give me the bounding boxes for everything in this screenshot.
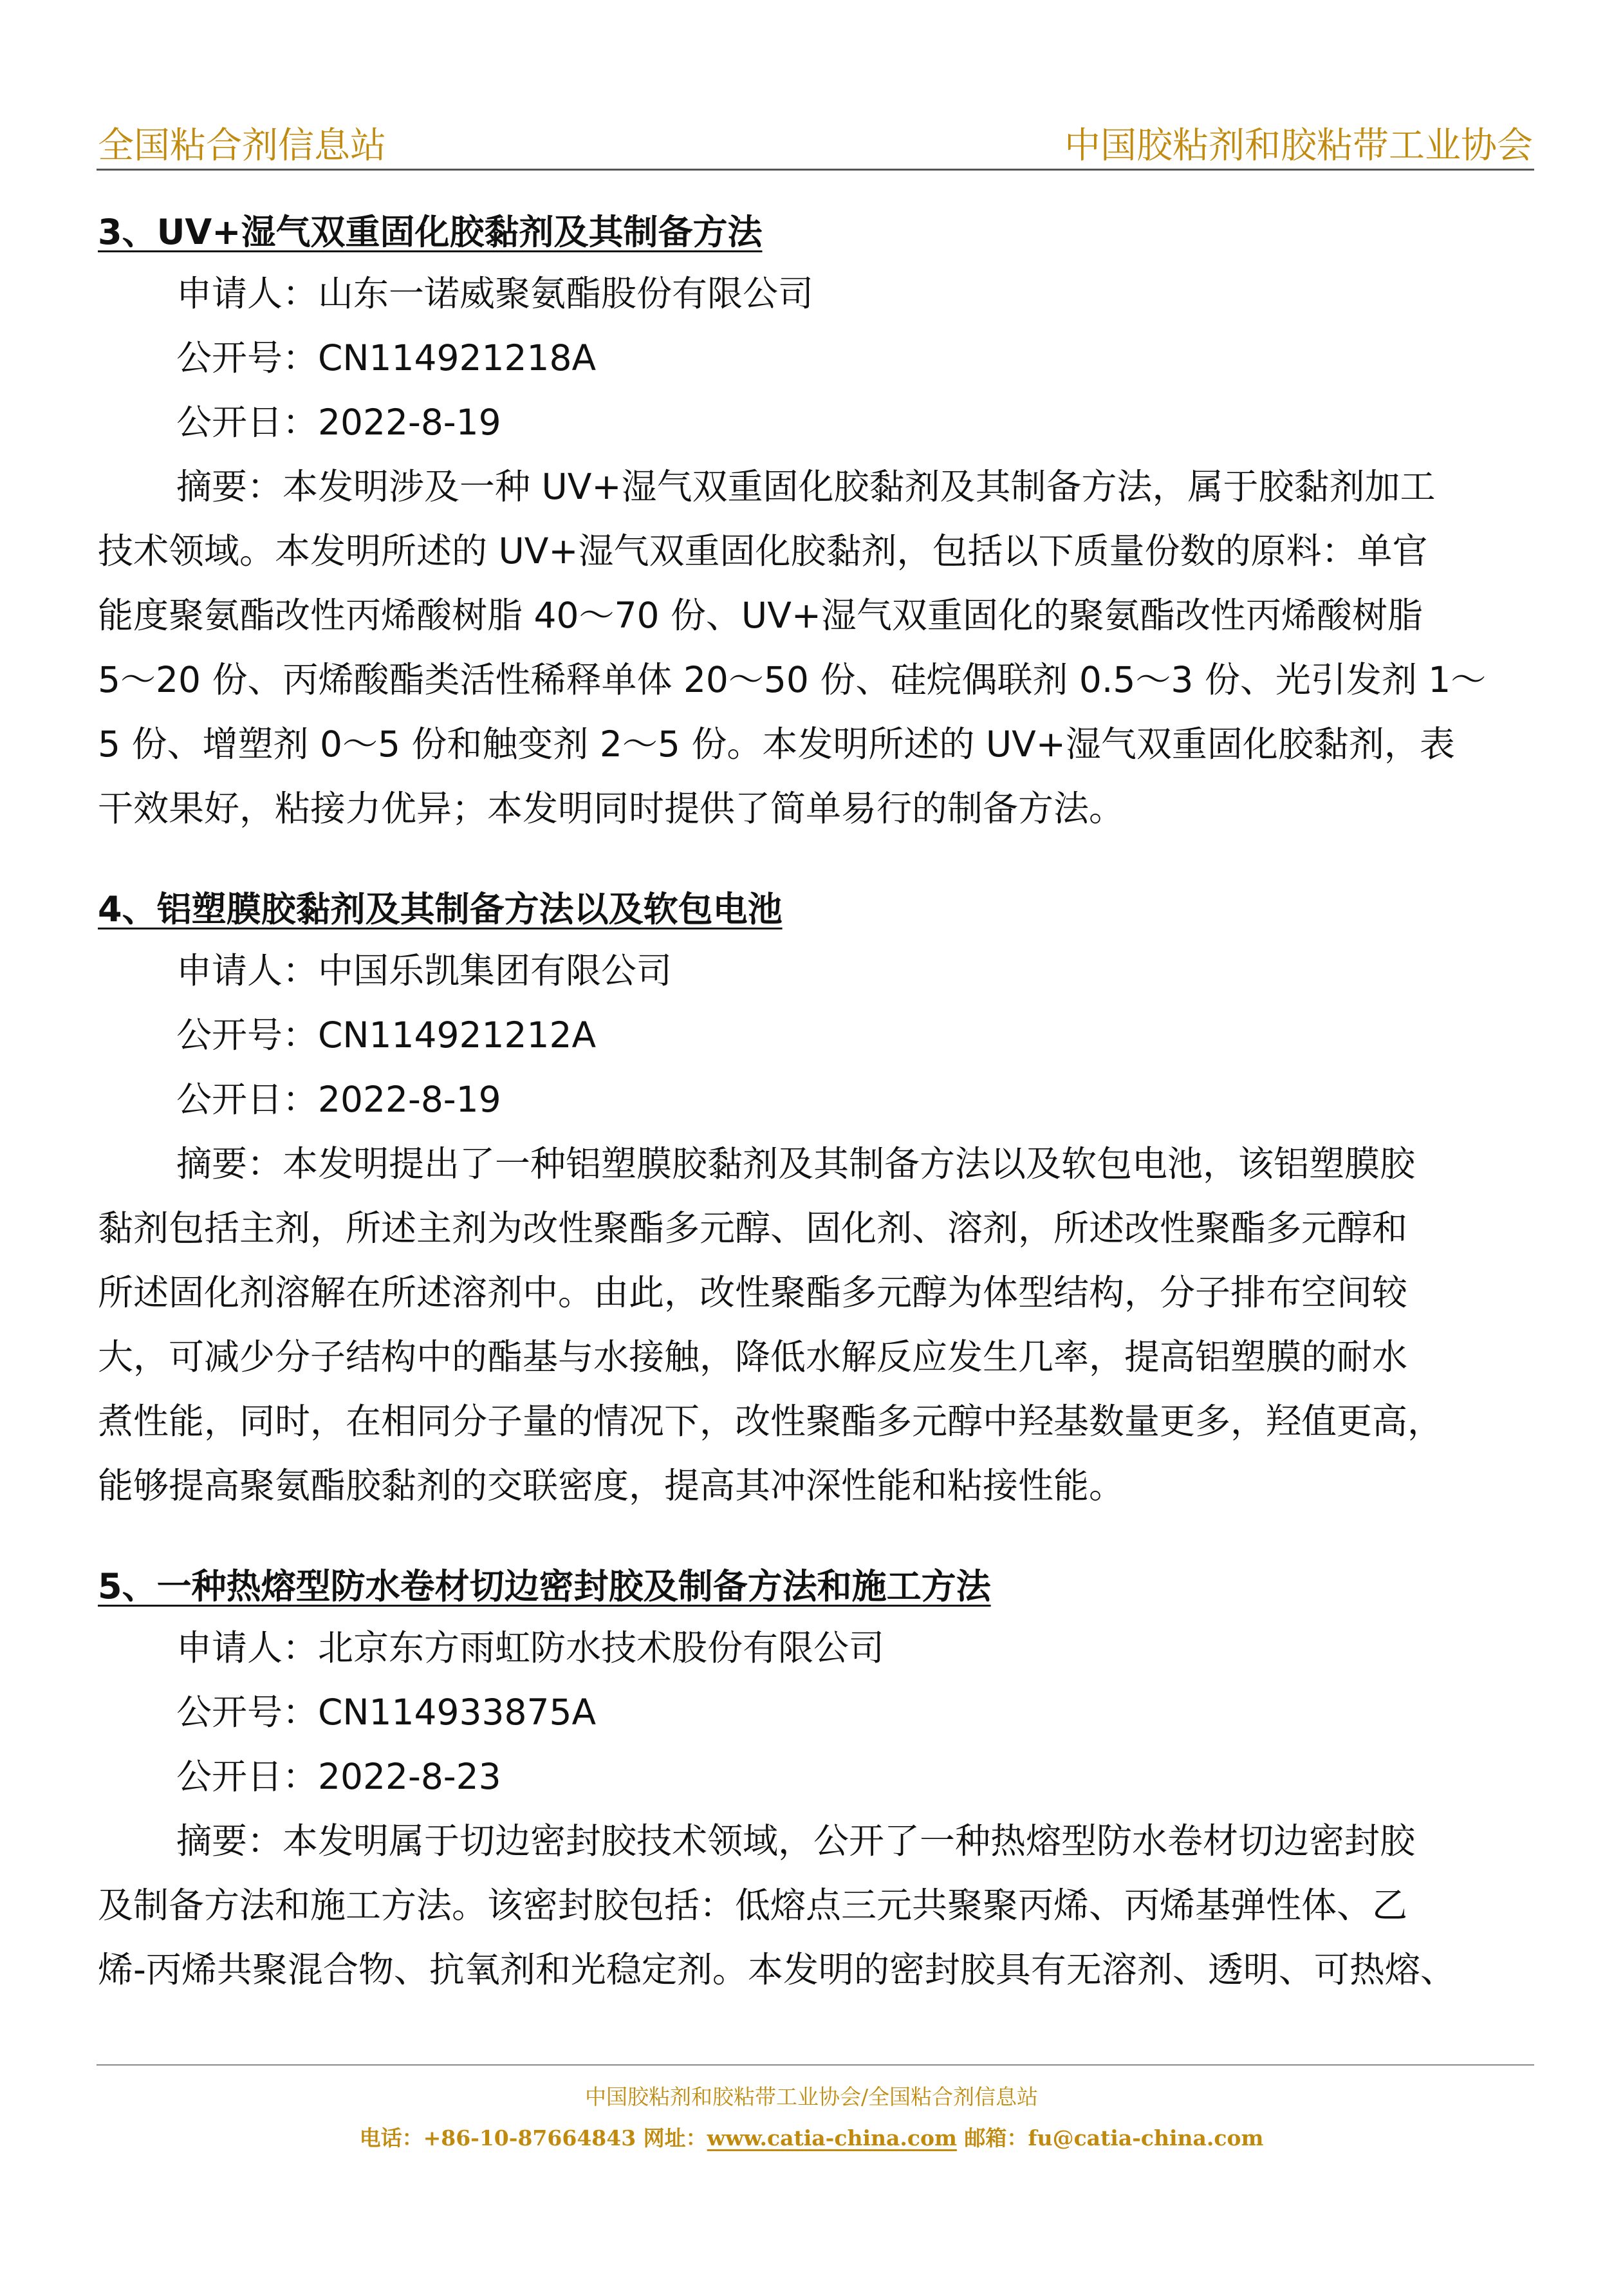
entry-pub-date: 公开日：2022-8-19 (176, 1079, 501, 1120)
header-left-title: 全国粘合剂信息站 (98, 125, 386, 167)
entry-pub-no: 公开号：CN114921212A (176, 1014, 597, 1056)
entry-pub-date: 公开日：2022-8-23 (176, 1756, 501, 1797)
entry-pub-no: 公开号：CN114933875A (176, 1692, 597, 1733)
entry-applicant: 申请人：山东一诺威聚氨酯股份有限公司 (176, 273, 814, 314)
footer-email: 邮箱：fu@catia-china.com (956, 2125, 1264, 2151)
page-header (98, 117, 1533, 169)
abstract-line: 摘要：本发明涉及一种 UV+湿气双重固化胶黏剂及其制备方法，属于胶黏剂加工 (176, 466, 1436, 507)
abstract-line: 能度聚氨酯改性丙烯酸树脂 40～70 份、UV+湿气双重固化的聚氨酯改性丙烯酸树脂 (98, 595, 1423, 636)
entry-title: 4、铝塑膜胶黏剂及其制备方法以及软包电池 (98, 889, 783, 929)
abstract-line: 摘要：本发明提出了一种铝塑膜胶黏剂及其制备方法以及软包电池，该铝塑膜胶 (176, 1143, 1416, 1184)
entry-title: 5、一种热熔型防水卷材切边密封胶及制备方法和施工方法 (98, 1566, 991, 1607)
abstract-line: 黏剂包括主剂，所述主剂为改性聚酯多元醇、固化剂、溶剂，所述改性聚酯多元醇和 (98, 1208, 1408, 1249)
footer-phone: 电话：+86-10-87664843 网址： (359, 2125, 707, 2151)
abstract-line: 所述固化剂溶解在所述溶剂中。由此，改性聚酯多元醇为体型结构，分子排布空间较 (98, 1272, 1408, 1313)
abstract-line: 技术领域。本发明所述的 UV+湿气双重固化胶黏剂，包括以下质量份数的原料：单官 (98, 530, 1428, 572)
abstract-line: 能够提高聚氨酯胶黏剂的交联密度，提高其冲深性能和粘接性能。 (98, 1465, 1125, 1506)
abstract-line: 大，可减少分子结构中的酯基与水接触，降低水解反应发生几率，提高铝塑膜的耐水 (98, 1336, 1408, 1377)
abstract-line: 烯-丙烯共聚混合物、抗氧剂和光稳定剂。本发明的密封胶具有无溶剂、透明、可热熔、 (98, 1949, 1456, 1990)
entry-title: 3、UV+湿气双重固化胶黏剂及其制备方法 (98, 212, 763, 252)
footer-contact (0, 2122, 1623, 2152)
abstract-line: 煮性能，同时，在相同分子量的情况下，改性聚酯多元醇中羟基数量更多，羟值更高， (98, 1401, 1443, 1442)
abstract-line: 及制备方法和施工方法。该密封胶包括：低熔点三元共聚聚丙烯、丙烯基弹性体、乙 (98, 1885, 1408, 1926)
footer-organization: 中国胶粘剂和胶粘带工业协会/全国粘合剂信息站 (584, 2084, 1039, 2109)
footer-website-link[interactable]: www.catia-china.com (707, 2125, 957, 2151)
header-right-title: 中国胶粘剂和胶粘带工业协会 (1064, 125, 1533, 167)
abstract-line: 摘要：本发明属于切边密封胶技术领域，公开了一种热熔型防水卷材切边密封胶 (176, 1820, 1416, 1862)
footer-divider (97, 2064, 1534, 2066)
entry-applicant: 申请人：中国乐凯集团有限公司 (176, 950, 672, 991)
entry-pub-no: 公开号：CN114921218A (176, 337, 597, 378)
entry-pub-date: 公开日：2022-8-19 (176, 402, 501, 443)
abstract-line: 5 份、增塑剂 0～5 份和触变剂 2～5 份。本发明所述的 UV+湿气双重固化胶黏剂，表 (98, 723, 1455, 765)
abstract-line: 5～20 份、丙烯酸酯类活性稀释单体 20～50 份、硅烷偶联剂 0.5～3 份、光引发剂 1～ (98, 659, 1487, 700)
header-divider (97, 169, 1534, 171)
entry-applicant: 申请人：北京东方雨虹防水技术股份有限公司 (176, 1627, 885, 1668)
abstract-line: 干效果好，粘接力优异；本发明同时提供了简单易行的制备方法。 (98, 788, 1125, 829)
